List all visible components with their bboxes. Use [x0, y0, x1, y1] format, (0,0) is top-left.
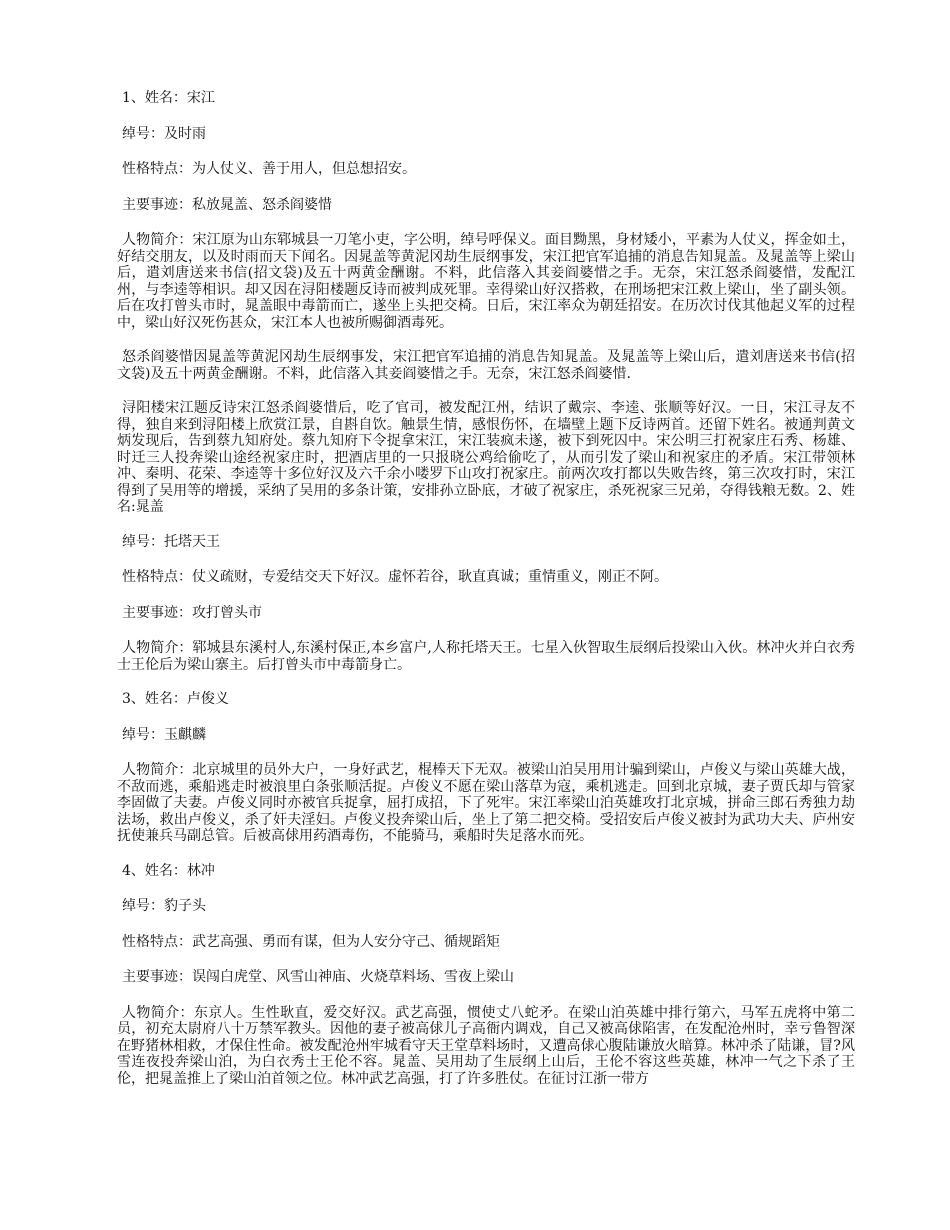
lu-junyi-nickname: 绰号：玉麒麟 [122, 726, 206, 743]
song-jiang-traits: 性格特点：为人仗义、善于用人，但总想招安。 [122, 161, 416, 177]
lin-chong-deeds: 主要事迹：误闯白虎堂、风雪山神庙、火烧草料场、雪夜上梁山 [122, 969, 514, 985]
song-jiang-intro: 人物简介：宋江原为山东郓城县一刀笔小吏，字公明，绰号呼保义。面目黝黑，身材矮小，平素为人仗义，挥金如土，好结交朋友，以及时雨而天下闻名。因晁盖等黄泥冈劫生辰纲事发，宋江把官军追捕的消息告知晁盖。及晁盖等上梁山后，遣刘唐送来书信(招文袋)及五十两黄金酬谢。不料，此信落入其妾阎婆惜之手。无奈，宋江怒杀阎婆惜，发配江州，与李逵等相识。却又因在浔阳楼题反诗而被判成死罪。幸得梁山好汉搭救，在刑场把宋江救上梁山，坐了副头领。后在攻打曾头市时，晁盖眼中毒箭而亡，遂坐上头把交椅。日后，宋江率众为朝廷招安。在历次讨伐其他起义军的过程中，梁山好汉死伤甚众，宋江本人也被所赐御酒毒死。 [117, 232, 855, 331]
heading-song-jiang-name: 1、姓名：宋江 [122, 90, 215, 106]
chao-gai-nickname: 绰号：托塔天王 [122, 533, 220, 550]
song-jiang-deeds: 主要事迹：私放晁盖、怒杀阎婆惜 [122, 196, 332, 213]
lin-chong-intro: 人物简介：东京人。生性耿直，爱交好汉。武艺高强，惯使丈八蛇矛。在梁山泊英雄中排行第六，马军五虎将中第二员，初充太尉府八十万禁军教头。因他的妻子被高俅儿子高衙内调戏，自己又被高俅陷害，在发配沧州时，幸亏鲁智深在野猪林相救，才保住性命。被发配沧州牢城看守天王堂草料场时，又遭高俅心腹陆谦放火暗算。林冲杀了陆谦，冒?风雪连夜投奔梁山泊，为白衣秀士王伦不容。晁盖、吴用劫了生辰纲上山后，王伦不容这些英雄，林冲一气之下杀了王伦，把晁盖推上了梁山泊首领之位。林冲武艺高强，打了许多胜仗。在征讨江浙一带方 [117, 1004, 855, 1087]
song-jiang-story-yanpoxi: 怒杀阎婆惜因晁盖等黄泥冈劫生辰纲事发，宋江把官军追捕的消息告知晁盖。及晁盖等上梁山后，遣刘唐送来书信(招文袋)及五十两黄金酬谢。不料，此信落入其妾阎婆惜之手。无奈，宋江怒杀阎婆惜. [117, 349, 855, 382]
lin-chong-traits: 性格特点：武艺高强、勇而有谋，但为人安分守己、循规蹈矩 [122, 933, 500, 950]
heading-lin-chong-name: 4、姓名：林冲 [122, 862, 215, 879]
chao-gai-traits: 性格特点：仗义疏财，专爱结交天下好汉。虚怀若谷，耿直真诚；重情重义，刚正不阿。 [122, 569, 668, 585]
song-jiang-nickname: 绰号：及时雨 [122, 125, 206, 142]
lu-junyi-intro: 人物简介：北京城里的员外大户，一身好武艺，棍棒天下无双。被梁山泊吴用用计骗到梁山，卢俊义与梁山英雄大战，不敌而逃，乘船逃走时被浪里白条张顺活捉。卢俊义不愿在梁山落草为寇，乘机逃走。回到北京城，妻子贾氏却与管家李固做了夫妻。卢俊义同时亦被官兵捉拿，屈打成招，下了死牢。宋江率梁山泊英雄攻打北京城，拼命三郎石秀独力劫法场，救出卢俊义，杀了奸夫淫妇。卢俊义投奔梁山后，坐上了第二把交椅。受招安后卢俊义被封为武功大夫、庐州安抚使兼兵马副总管。后被高俅用药酒毒伤，不能骑马，乘船时失足落水而死。 [117, 762, 855, 844]
chao-gai-intro: 人物简介：郓城县东溪村人,东溪村保正,本乡富户,人称托塔天王。七星入伙智取生辰纲后投梁山入伙。林冲火并白衣秀士王伦后为梁山寨主。后打曾头市中毒箭身亡。 [117, 640, 855, 673]
chao-gai-deeds: 主要事迹：攻打曾头市 [122, 604, 262, 621]
song-jiang-story-xunyang: 浔阳楼宋江题反诗宋江怒杀阎婆惜后，吃了官司，被发配江州，结识了戴宗、李逵、张顺等好汉。一日，宋江寻友不得，独自来到浔阳楼上欣赏江景，自斟自饮。触景生情，感恨伤怀，在墙壁上题下反诗两首。还留下姓名。被通判黄文炳发现后，告到蔡九知府处。蔡九知府下令捉拿宋江，宋江装疯未遂，被下到死囚中。宋公明三打祝家庄石秀、杨雄、时迁三人投奔梁山途经祝家庄时，把酒店里的一只报晓公鸡给偷吃了，从而引发了梁山和祝家庄的矛盾。宋江带领林冲、秦明、花荣、李逵等十多位好汉及六千余小喽罗下山攻打祝家庄。前两次攻打都以失败告终，第三次攻打时，宋江得到了吴用等的增援，采纳了吴用的多条计策，安排孙立卧底，才破了祝家庄，杀死祝家三兄弟，夺得钱粮无数。2、姓名:晁盖 [117, 400, 855, 515]
lin-chong-nickname: 绰号：豹子头 [122, 898, 206, 914]
heading-lu-junyi-name: 3、姓名：卢俊义 [122, 691, 229, 707]
document-body [117, 90, 855, 1105]
